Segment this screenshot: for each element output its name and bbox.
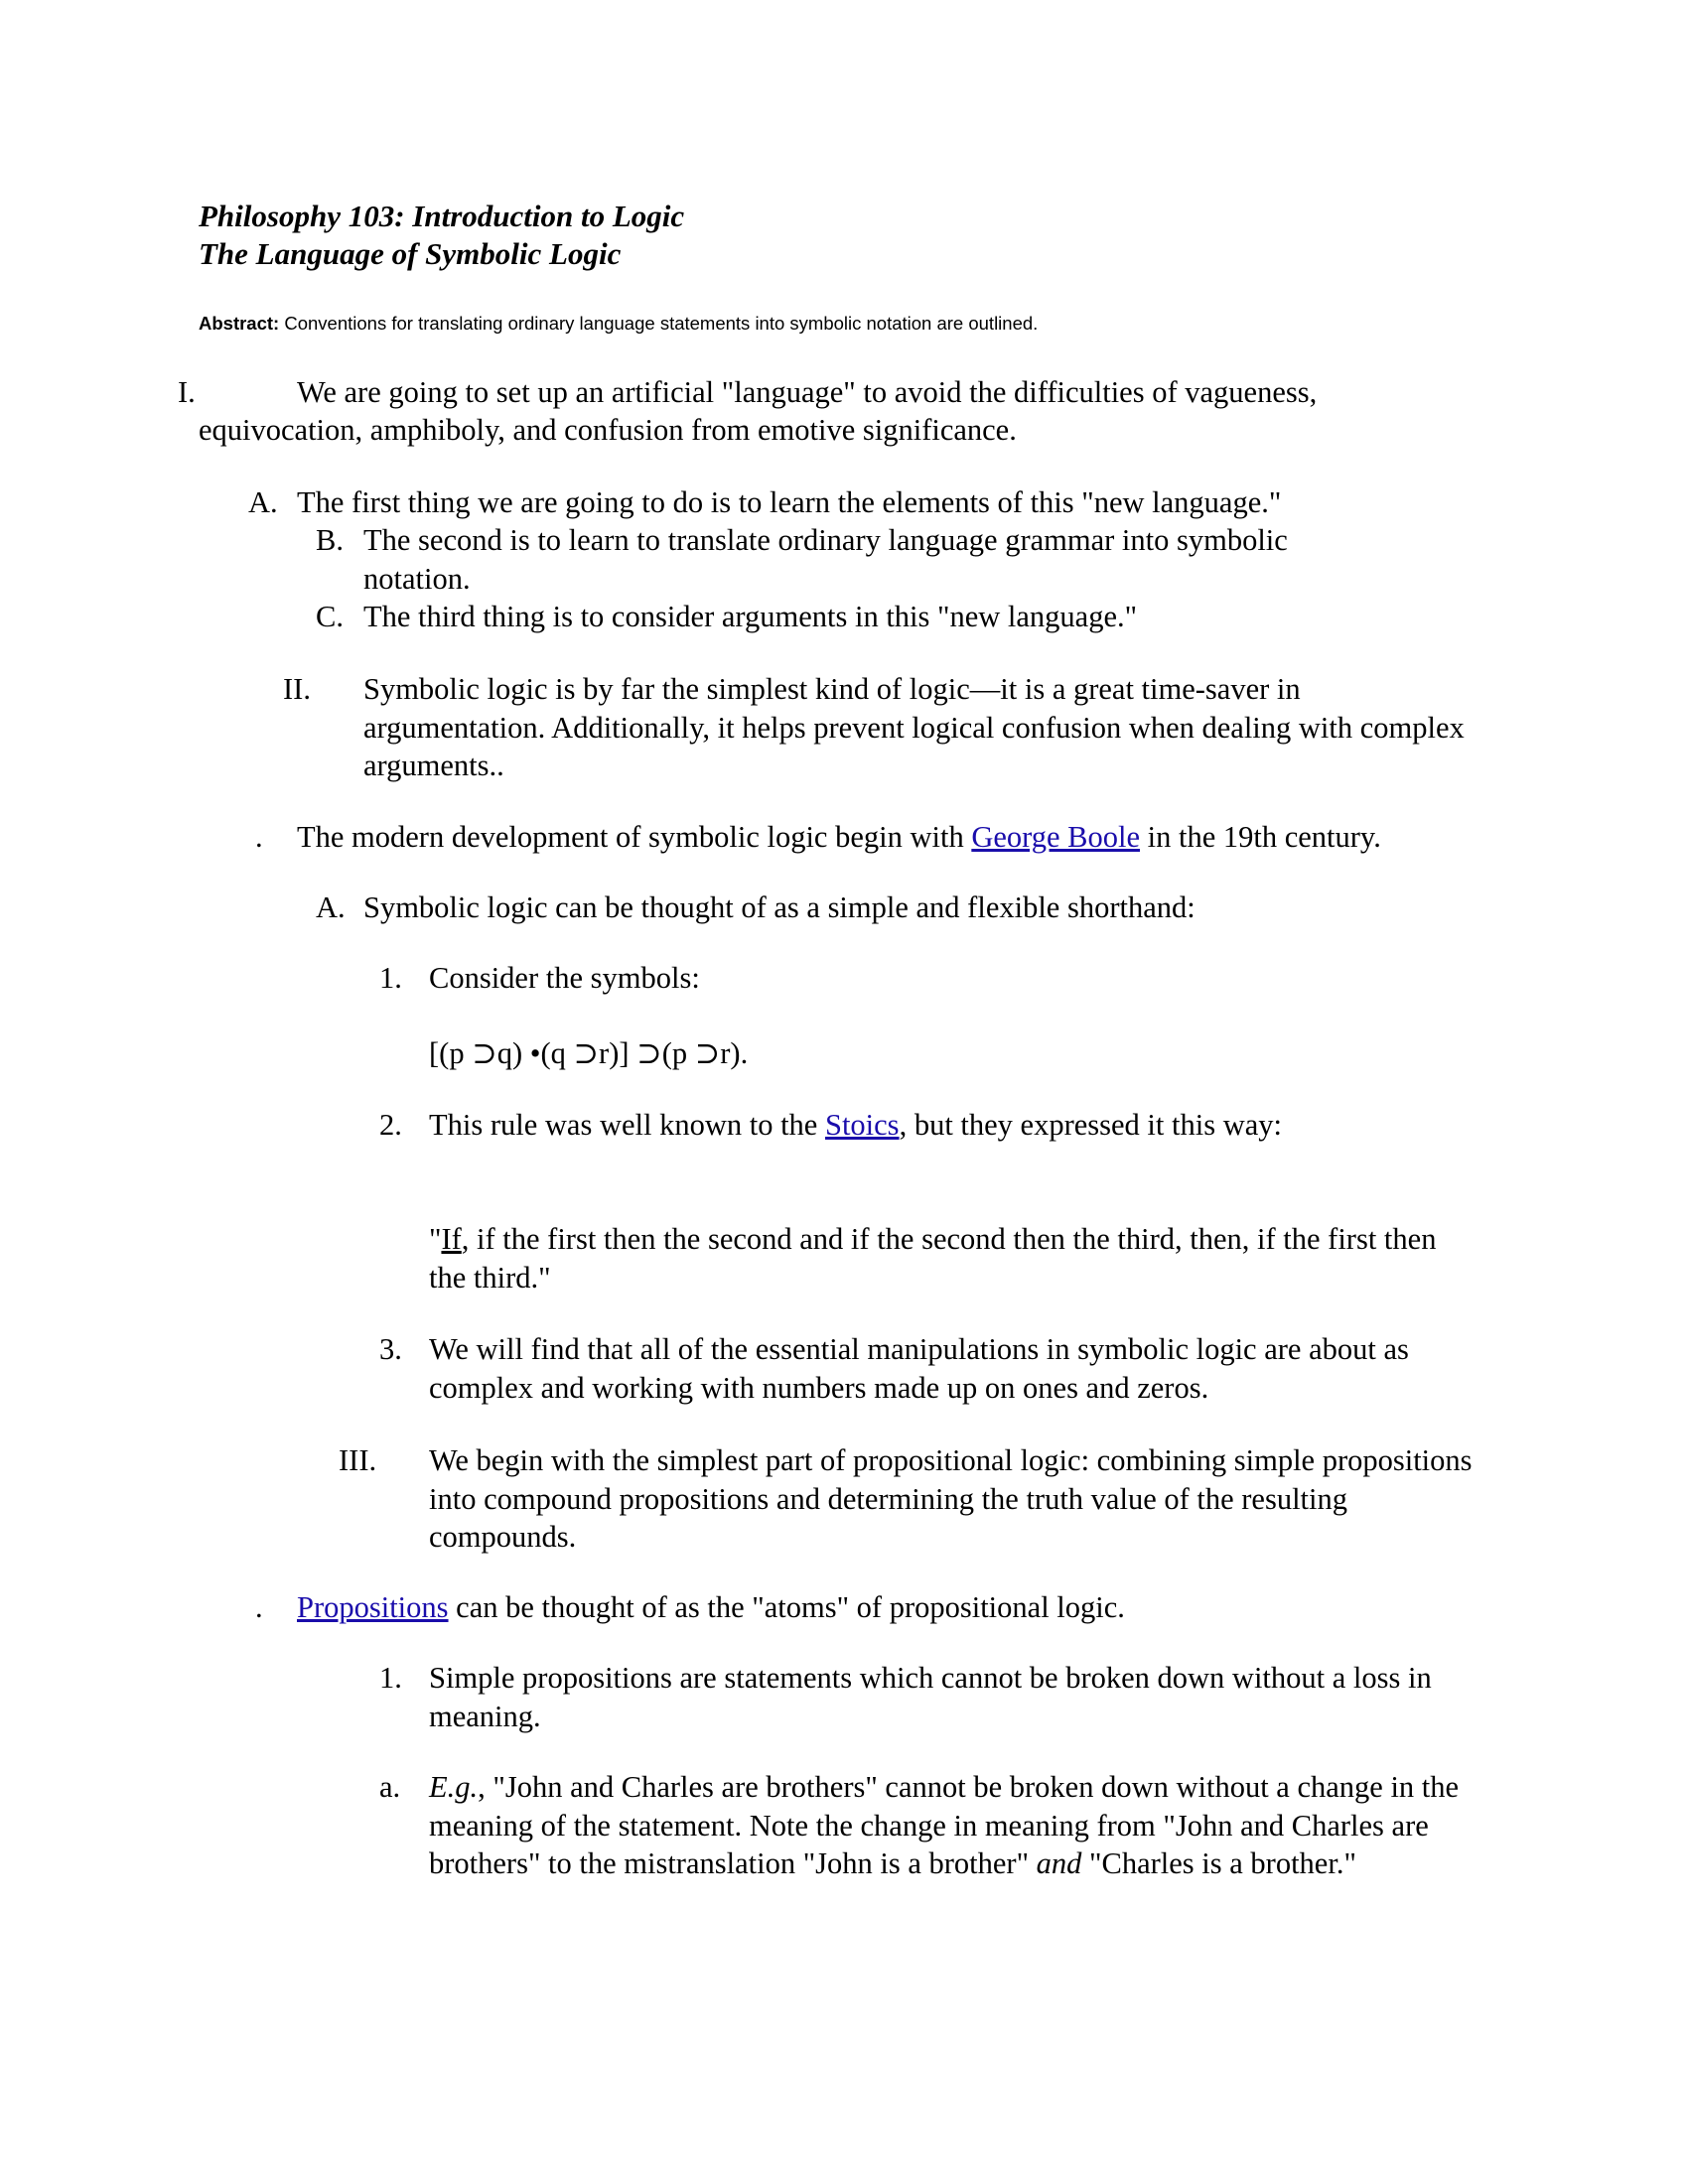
- section-5-text: [297, 1588, 1538, 1627]
- outline-marker-1B: B.: [316, 523, 344, 557]
- outline-marker-bullet-1: .: [255, 820, 263, 854]
- outline-marker-II: II.: [283, 672, 311, 706]
- section-3a-text: Symbolic logic can be thought of as a simple and flexible shorthand:: [363, 890, 1196, 924]
- section-5-after: can be thought of as the "atoms" of propositional logic.: [448, 1590, 1125, 1624]
- stoic-quote: [429, 1220, 1472, 1297]
- section-3-after: in the 19th century.: [1140, 820, 1381, 854]
- abstract-label: Abstract:: [199, 313, 280, 334]
- section-5-1a-text: [429, 1768, 1496, 1883]
- outline-marker-3a1: 1.: [379, 961, 402, 995]
- section-5-1a-part2: "Charles is a brother.": [1081, 1846, 1356, 1880]
- section-4-text: We begin with the simplest part of propositional logic: combining simple propositions into compound propositions and determining the truth value of the resulting compounds.: [429, 1443, 1473, 1554]
- section-3a1-text: Consider the symbols:: [429, 961, 700, 995]
- symbolic-formula: [(p ⊃q) •(q ⊃r)] ⊃(p ⊃r).: [429, 1036, 749, 1070]
- section-1-line-2: equivocation, amphiboly, and confusion from emotive significance.: [199, 413, 1017, 447]
- quote-if-word: If: [441, 1222, 462, 1256]
- section-3a2-after: , but they expressed it this way:: [899, 1108, 1282, 1142]
- and-emphasis: and: [1036, 1846, 1082, 1880]
- outline-marker-5-1a: a.: [379, 1770, 401, 1804]
- section-3a2-before: This rule was well known to the: [429, 1108, 825, 1142]
- abstract: [199, 313, 1038, 335]
- quote-open: ": [429, 1222, 442, 1256]
- stoics-link[interactable]: Stoics: [824, 1108, 900, 1142]
- course-title: Philosophy 103: Introduction to Logic: [199, 199, 685, 233]
- section-2-text: Symbolic logic is by far the simplest kind of logic—it is a great time-saver in argumentation. Additionally, it helps prevent logical confusion when dealing with complex arguments..: [363, 672, 1465, 782]
- section-5-1-text: Simple propositions are statements which cannot be broken down without a loss in meaning.: [429, 1661, 1432, 1733]
- section-3-text: [297, 818, 1588, 857]
- outline-marker-III: III.: [339, 1443, 377, 1477]
- eg-abbrev: E.g.: [429, 1770, 479, 1804]
- outline-marker-3A: A.: [316, 890, 346, 924]
- section-1b-text: The second is to learn to translate ordinary language grammar into symbolic notation.: [363, 523, 1288, 596]
- section-3a3-text: We will find that all of the essential manipulations in symbolic logic are about as complex and working with numbers made up on ones and zeros.: [429, 1332, 1409, 1405]
- george-boole-link[interactable]: George Boole: [971, 820, 1141, 854]
- outline-marker-5-1: 1.: [379, 1661, 402, 1695]
- lesson-title: The Language of Symbolic Logic: [199, 236, 622, 271]
- section-1c-text: The third thing is to consider arguments in this "new language.": [363, 600, 1138, 633]
- outline-marker-1A: A.: [248, 485, 278, 519]
- outline-marker-3a3: 3.: [379, 1332, 402, 1366]
- quote-rest: , if the first then the second and if the second then the third, then, if the first then the third.": [429, 1222, 1437, 1295]
- outline-marker-I: I.: [178, 375, 196, 409]
- section-5-1a-part1: , "John and Charles are brothers" cannot be broken down without a change in the meaning of the statement. Note the change in meaning from "John and Charles are brothers" to the mistranslation "John is a brother": [429, 1770, 1460, 1880]
- outline-marker-bullet-2: .: [255, 1590, 263, 1624]
- abstract-text: Conventions for translating ordinary language statements into symbolic notation are outlined.: [284, 313, 1039, 334]
- section-3a2-text: [429, 1106, 1581, 1145]
- propositions-link[interactable]: Propositions: [297, 1590, 449, 1624]
- outline-marker-3a2: 2.: [379, 1108, 402, 1142]
- outline-marker-1C: C.: [316, 600, 344, 633]
- section-1a-text: The first thing we are going to do is to learn the elements of this "new language.": [297, 485, 1282, 519]
- section-1-line-1: We are going to set up an artificial "language" to avoid the difficulties of vagueness,: [297, 375, 1318, 409]
- section-3-before: The modern development of symbolic logic begin with: [297, 820, 972, 854]
